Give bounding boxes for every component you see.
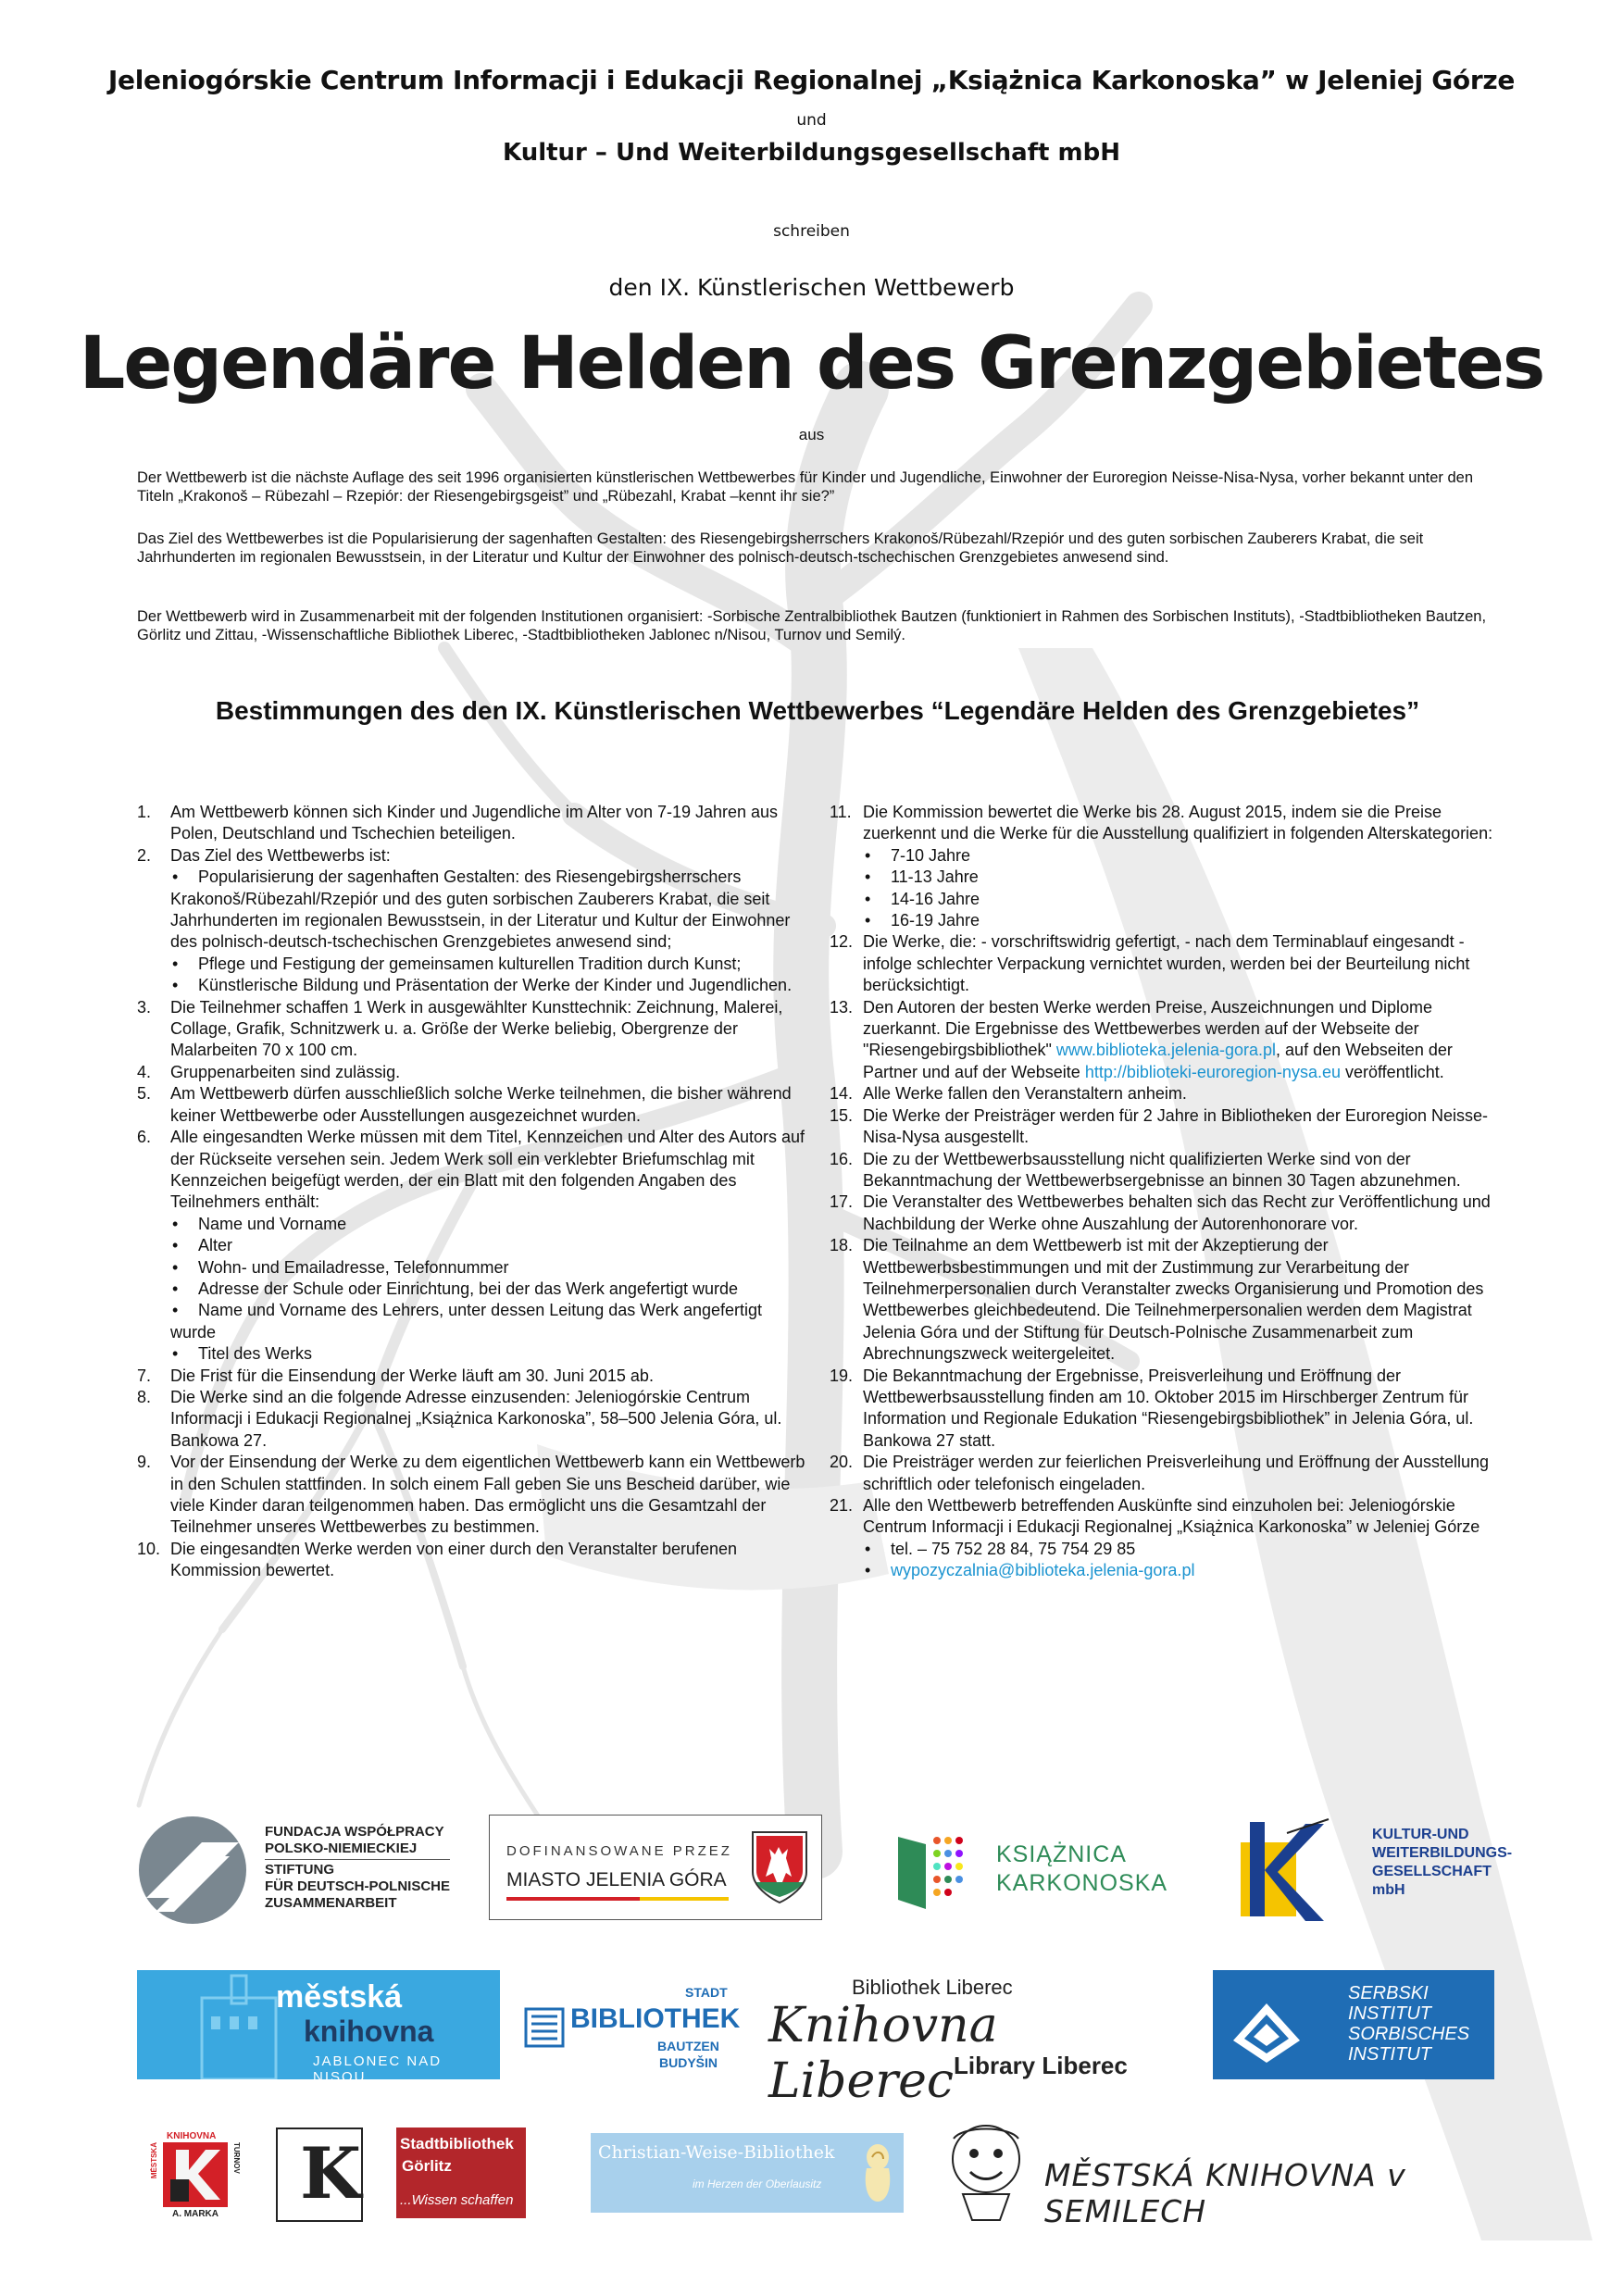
logo-christian-weise-bibliothek: [591, 2133, 904, 2213]
logo-knihovna-liberec: [759, 1972, 1167, 2109]
liberec-line-2: Knihovna Liberec: [768, 1998, 998, 2109]
kultur-line-2: WEITERBILDUNGS-: [1372, 1845, 1513, 1861]
competition-title: Legendäre Helden des Grenzgebietes: [79, 322, 1544, 406]
rule-text: Am Wettbewerb können sich Kinder und Jugendliche im Alter von 7-19 Jahren aus Polen, Deutschland und Tschechien beteiligen.: [170, 803, 779, 843]
euroregion-link[interactable]: http://biblioteki-euroregion-nysa.eu: [1084, 1062, 1341, 1081]
bullet-text: Adresse der Schule oder Einrichtung, bei der das Werk angefertigt wurde: [198, 1279, 738, 1298]
bautzen-line-3: BAUTZEN: [657, 2039, 719, 2053]
kultur-line-3: GESELLSCHAFT mbH: [1372, 1864, 1492, 1898]
goerlitz-line-1: Stadtbibliothek: [400, 2135, 514, 2152]
semily-character-icon: [944, 2120, 1028, 2222]
logo-stadtbibliothek-goerlitz: [396, 2128, 526, 2218]
rule-number: 15.: [830, 1105, 854, 1125]
jelenia-gora-coat-of-arms-icon: [751, 1830, 808, 1904]
list-item: • 11-13 Jahre: [865, 867, 979, 887]
rule-text: Die zu der Wettbewerbsausstellung nicht qualifizierten Werke sind von der Bekanntmachung der Wettbewerbsergebnisse an binnen 30 Tagen abzunehmen.: [863, 1149, 1461, 1190]
rule-number: 7.: [137, 1366, 152, 1385]
rule-2: [137, 845, 805, 997]
fundacja-line-3: STIFTUNG: [265, 1862, 334, 1878]
serbski-emblem-icon: [1226, 1985, 1307, 2066]
ksiaznica-line-1: KSIĄŻNICA: [996, 1841, 1127, 1867]
rule-16: [830, 1149, 1500, 1192]
kultur-k-emblem-icon: [1231, 1815, 1333, 1926]
rule-text: Am Wettbewerb dürfen ausschließlich solche Werke teilnehmen, die bisher während keiner Wettbewerbe oder Ausstellungen ausgezeichnet wurden.: [170, 1084, 792, 1125]
list-item: • Adresse der Schule oder Einrichtung, bei der das Werk angefertigt wurde: [172, 1279, 738, 1298]
rule-text: Die Frist für die Einsendung der Werke läuft am 30. Juni 2015 ab.: [170, 1366, 654, 1385]
rule-text: Gruppenarbeiten sind zulässig.: [170, 1062, 401, 1081]
rule-text: veröffentlicht.: [1340, 1062, 1444, 1081]
intro-p2-text: Das Ziel des Wettbewerbes ist die Popularisierung der sagenhaften Gestalten: des Riesengebirgsherrschers Krakonoš/Rübezahl/Rzepiór und des guten sorbischen Zauberers Krabat, die seit Jahrhunderten im regionalen Bewusstsein, in der Literatur und Kultur der Einwohner des polnisch-deutsch-tschechischen Grenzgebietes anwesend sind.: [137, 530, 1424, 566]
weise-line-1: Christian-Weise-Bibliothek: [598, 2142, 835, 2163]
competition-pretitle: den IX. Künstlerischen Wettbewerb: [608, 274, 1015, 301]
schreiben-text: schreiben: [773, 222, 850, 241]
bullet-text: Wohn- und Emailadresse, Telefonnummer: [198, 1257, 509, 1277]
rule-text: Die Bekanntmachung der Ergebnisse, Preisverleihung und Eröffnung der Wettbewerbsausstellung finden am 10. Oktober 2015 im Hirschberger Zentrum für Information und Regionale Edukation “Riesengebirgsbibliothek” in Jelenia Góra, ul. Bankowa 27 statt.: [863, 1366, 1474, 1450]
rule-6: [137, 1127, 805, 1365]
list-item: • Pflege und Festigung der gemeinsamen kulturellen Tradition durch Kunst;: [172, 954, 742, 973]
intro-paragraph-1: [137, 468, 1498, 505]
list-item: • Alter: [172, 1236, 233, 1255]
serbski-line-2: INSTITUT: [1348, 2003, 1431, 2024]
rule-5: [137, 1083, 805, 1127]
rule-number: 21.: [830, 1496, 854, 1515]
rule-21: [830, 1495, 1500, 1582]
conjunction-und: und: [796, 111, 827, 130]
zittau-k-letter: K: [300, 2132, 362, 2215]
logo-kultur-weiterbildung: [1231, 1815, 1513, 1926]
rule-text: Den Autoren der besten Werke werden Preise, Auszeichnungen und Diplome zuerkannt. Die Ergebnisse des Wettbewerbes werden auf der Webseite der "Riesengebirgsbibliothek": [863, 997, 1433, 1060]
bullet-text: Name und Vorname: [198, 1214, 347, 1233]
miasto-bottom: MIASTO JELENIA GÓRA: [506, 1869, 727, 1890]
rule-number: 9.: [137, 1453, 152, 1472]
list-item: • tel. – 75 752 28 84, 75 754 29 85: [865, 1539, 1136, 1558]
list-item: • Popularisierung der sagenhaften Gestalten: des Riesengebirgsherrschers Krakonoš/Rübezahl/Rzepiór und des guten sorbischen Zauberers Krabat, die seit Jahrhunderten im regionalen Bewusstsein, in der Literatur und Kultur der Einwohner des polnisch-deutsch-tschechischen Grenzgebietes anwesend sind;: [170, 867, 791, 952]
rule-number: 8.: [137, 1387, 152, 1406]
logo-stadtbibliothek-bautzen: [518, 1970, 741, 2079]
rule-number: 19.: [830, 1366, 854, 1385]
rule-number: 4.: [137, 1062, 152, 1081]
rules-left-column: [137, 802, 805, 1582]
bullet-text: Künstlerische Bildung und Präsentation der Werke der Kinder und Jugendlichen.: [198, 976, 793, 995]
rule-number: 14.: [830, 1084, 854, 1104]
fundacja-line-5: ZUSAMMENARBEIT: [265, 1895, 397, 1911]
fundacja-line-4: FÜR DEUTSCH-POLNISCHE: [265, 1878, 451, 1894]
intro-p1-text: Der Wettbewerb ist die nächste Auflage des seit 1996 organisierten künstlerischen Wettbewerbes für Kinder und Jugendliche, Einwohner der Euroregion Neisse-Nisa-Nysa, vorher bekannt unter den Titeln „Krakonoš – Rübezahl – Rzepiór: der Riesengebirgsgeist” und „Rübezahl, Krabat –kennt ihr sie?”: [137, 469, 1474, 505]
organizer-2: Kultur – Und Weiterbildungsgesellschaft mbH: [503, 139, 1120, 167]
semily-text: MĚSTSKÁ KNIHOVNA v SEMILECH: [1044, 2157, 1406, 2229]
rule-number: 17.: [830, 1192, 854, 1212]
rule-9: [137, 1452, 805, 1539]
intro-p3-text: Der Wettbewerb wird in Zusammenarbeit mit der folgenden Institutionen organisiert: -Sorbische Zentralbibliothek Bautzen (funktioniert in Rahmen des Sorbischen Instituts), -Stadtbibliotheken Bautzen, Görlitz und Zittau, -Wissenschaftliche Bibliothek Liberec, -Stadtbibliotheken Jablonec n/Nisou, Turnov und Semilý.: [137, 608, 1487, 643]
rule-number: 5.: [137, 1084, 152, 1104]
bullet-text: Name und Vorname des Lehrers, unter dessen Leitung das Werk angefertigt wurde: [170, 1301, 763, 1341]
fundacja-emblem-icon: [137, 1815, 248, 1926]
fundacja-line-2: POLSKO-NIEMIECKIEJ: [265, 1841, 418, 1856]
list-item: • 16-19 Jahre: [865, 911, 980, 930]
rule-11: [830, 802, 1500, 931]
rule-text: Die Preisträger werden zur feierlichen Preisverleihung und Eröffnung der Ausstellung schriftlich oder telefonisch eingeladen.: [863, 1453, 1490, 1493]
bautzen-emblem-icon: [524, 2007, 565, 2048]
weise-figure-icon: [859, 2140, 896, 2205]
rule-text: Die Werke, die: - vorschriftswidrig gefertigt, - nach dem Terminablauf eingesandt - infolge schlechter Verpackung vernichtet wurden, werden bei der Beurteilung nicht berücksichtigt.: [863, 932, 1470, 995]
rule-text: Alle eingesandten Werke müssen mit dem Titel, Kennzeichen und Alter des Autors auf der Rückseite versehen sein. Jedem Werk soll ein verklebter Briefumschlag mit Kennzeichen beigefügt werden, der ein Blatt mit den folgenden Angaben des Teilnehmers enthält:: [170, 1128, 805, 1212]
rule-7: [137, 1366, 805, 1387]
rule-14: [830, 1083, 1500, 1104]
list-item: • Name und Vorname: [172, 1214, 347, 1233]
rule-12: [830, 931, 1500, 996]
rule-18: [830, 1235, 1500, 1365]
logo-serbski-institut: [1213, 1970, 1494, 2079]
jablonec-line-3: JABLONEC NAD NISOU: [313, 2053, 443, 2085]
list-item: • Wohn- und Emailadresse, Telefonnummer: [172, 1257, 509, 1277]
bullet-text: Pflege und Festigung der gemeinsamen kulturellen Tradition durch Kunst;: [198, 954, 742, 973]
rule-4: [137, 1062, 805, 1083]
rules-heading: Bestimmungen des den IX. Künstlerischen Wettbewerbes “Legendäre Helden des Grenzgebietes”: [215, 696, 1420, 725]
logo-jablonec-knihovna: [137, 1970, 500, 2085]
serbski-line-4: INSTITUT: [1348, 2044, 1431, 2065]
rule-number: 13.: [830, 997, 854, 1017]
miasto-top: DOFINANSOWANE PRZEZ: [506, 1843, 732, 1859]
bautzen-line-2: BIBLIOTHEK: [570, 2003, 741, 2034]
kultur-line-1: KULTUR-UND: [1372, 1827, 1469, 1842]
turnov-k-icon: [163, 2142, 228, 2207]
rule-19: [830, 1366, 1500, 1453]
goerlitz-line-3: ...Wissen schaffen: [400, 2192, 514, 2208]
ksiaznica-line-2: KARKONOSKA: [996, 1870, 1168, 1896]
rule-number: 20.: [830, 1453, 854, 1472]
list-item: • Name und Vorname des Lehrers, unter dessen Leitung das Werk angefertigt wurde: [170, 1301, 763, 1341]
ksiaznica-book-icon: [894, 1828, 968, 1911]
rule-text: Alle Werke fallen den Veranstaltern anheim.: [863, 1084, 1187, 1104]
bullet-text: Alter: [198, 1236, 233, 1255]
rule-number: 6.: [137, 1128, 152, 1147]
bautzen-line-4: BUDYŠIN: [659, 2055, 718, 2070]
list-item: • 7-10 Jahre: [865, 845, 971, 865]
bullet-text: 7-10 Jahre: [891, 845, 971, 865]
rule-text: Die Kommission bewertet die Werke bis 28. August 2015, indem sie die Preise zuerkennt und die Werke für die Ausstellung qualifiziert in folgenden Alterskategorien:: [863, 803, 1493, 843]
rule-15: [830, 1105, 1500, 1149]
bullet-text: Popularisierung der sagenhaften Gestalten: des Riesengebirgsherrschers Krakonoš/Rübezahl/Rzepiór und des guten sorbischen Zauberers Krabat, die seit Jahrhunderten im regionalen Bewusstsein, in der Literatur und Kultur der Einwohner des polnisch-deutsch-tschechischen Grenzgebietes anwesend sind;: [170, 867, 791, 952]
rule-13: [830, 997, 1500, 1084]
fundacja-line-1: FUNDACJA WSPÓŁPRACY: [265, 1824, 444, 1840]
turnov-side-right: TURNOV: [232, 2142, 241, 2174]
contact-phone: tel. – 75 752 28 84, 75 754 29 85: [891, 1539, 1136, 1558]
serbski-line-3: SORBISCHES: [1348, 2024, 1470, 2044]
rule-text: Vor der Einsendung der Werke zu dem eigentlichen Wettbewerb kann ein Wettbewerb in den Schulen stattfinden. In solch einem Fall geben Sie uns Bescheid darüber, wie viele Kinder daran teilgenommen haben. Das ermöglicht uns die Gesamtzahl der Teilnehmer unseres Wettbewerbes zu bestimmen.: [170, 1453, 805, 1537]
aus-text: aus: [798, 426, 825, 443]
bullet-text: 11-13 Jahre: [891, 867, 979, 887]
logo-mestska-knihovna-semily: [944, 2120, 1500, 2231]
bullet-text: Titel des Werks: [198, 1344, 313, 1364]
rule-number: 10.: [137, 1539, 161, 1558]
rule-20: [830, 1452, 1500, 1495]
organizer-1: Jeleniogórskie Centrum Informacji i Edukacji Regionalnej „Książnica Karkonoska” w Jeleniej Górze: [107, 65, 1516, 95]
intro-paragraph-2: [137, 530, 1498, 567]
rule-text: , auf den Webseiten der Partner und auf der Webseite: [863, 1041, 1453, 1081]
turnov-bottom: A. MARKA: [172, 2209, 218, 2219]
bautzen-line-1: STADT: [685, 1985, 728, 2000]
rule-number: 3.: [137, 997, 152, 1017]
rule-text: Die Veranstalter des Wettbewerbes behalten sich das Recht zur Veröffentlichung und Nachbildung der Werke ohne Auszahlung der Autorenhonorare vor.: [863, 1192, 1491, 1233]
rule-number: 12.: [830, 932, 854, 952]
rule-text: Die Teilnehmer schaffen 1 Werk in ausgewählter Kunsttechnik: Zeichnung, Malerei, Collage, Grafik, Schnitzwerk u. a. Größe der Werke beliebig, Obergrenze der Malarbeiten 70 x 100 cm.: [170, 997, 783, 1060]
liberec-line-1: Bibliothek Liberec: [852, 1976, 1013, 1999]
turnov-top: KNIHOVNA: [167, 2131, 217, 2141]
goerlitz-line-2: Görlitz: [402, 2157, 452, 2175]
jablonec-line-2: knihovna: [304, 2015, 434, 2048]
biblioteka-link[interactable]: www.biblioteka.jelenia-gora.pl: [1055, 1041, 1277, 1060]
contact-email-link[interactable]: wypozyczalnia@biblioteka.jelenia-gora.pl: [891, 1561, 1195, 1580]
logo-stadtbibliothek-zittau: [276, 2128, 363, 2222]
rule-text: Alle den Wettbewerb betreffenden Auskünfte sind einzuholen bei: Jeleniogórskie Centrum Informacji i Edukacji Regionalnej „Książnica Karkonoska” w Jeleniej Górze: [863, 1496, 1480, 1537]
rule-number: 2.: [137, 845, 152, 865]
serbski-line-1: SERBSKI: [1348, 1983, 1429, 2003]
rule-17: [830, 1192, 1500, 1235]
rule-text: Die eingesandten Werke werden von einer durch den Veranstalter berufenen Kommission bewertet.: [170, 1539, 738, 1580]
rule-text: Die Werke sind an die folgende Adresse einzusenden: Jeleniogórskie Centrum Informacji i Edukacji Regionalnej „Książnica Karkonoska”, 58–500 Jelenia Góra, ul. Bankowa 27.: [170, 1387, 782, 1450]
intro-paragraph-3: [137, 607, 1498, 644]
rule-text: Die Werke der Preisträger werden für 2 Jahre in Bibliotheken der Euroregion Neisse-Nisa-Nysa ausgestellt.: [863, 1105, 1488, 1147]
logo-fundacja: [137, 1815, 470, 1926]
jablonec-line-1: městská: [276, 1979, 403, 2015]
rule-text: Die Teilnahme an dem Wettbewerb ist mit der Akzeptierung der Wettbewerbsbestimmungen und mit der Zustimmung zur Verarbeitung der Teilnehmerpersonalien durch Veranstalter zwecks Organisierung und Promotion des Wettbewerbes gleichbedeutend. Die Teilnehmerpersonalien werden dem Magistrat Jelenia Góra und der Stiftung für Deutsch-Polnische Zusammenarbeit zum Abrechnungszweck weitergeleitet.: [863, 1236, 1484, 1364]
logo-miasto-jelenia-gora: [489, 1815, 822, 1920]
logo-ksiaznica-karkonoska: [894, 1828, 1191, 1920]
list-item: • Titel des Werks: [172, 1344, 313, 1364]
turnov-side-left: MĚSTSKÁ: [150, 2142, 158, 2179]
list-item: • wypozyczalnia@biblioteka.jelenia-gora.pl: [865, 1561, 1195, 1580]
rule-1: [137, 802, 805, 845]
liberec-line-3: Library Liberec: [954, 2052, 1128, 2079]
weise-line-2: im Herzen der Oberlausitz: [693, 2177, 822, 2190]
list-item: • Künstlerische Bildung und Präsentation der Werke der Kinder und Jugendlichen.: [172, 976, 793, 995]
rule-number: 18.: [830, 1236, 854, 1255]
rule-text: Das Ziel des Wettbewerbs ist:: [170, 845, 391, 865]
rule-number: 16.: [830, 1149, 854, 1168]
rules-right-column: [830, 802, 1500, 1582]
logo-knihovna-turnov: [148, 2131, 241, 2220]
rule-8: [137, 1387, 805, 1452]
rule-number: 1.: [137, 803, 152, 821]
rule-number: 11.: [830, 803, 852, 821]
rule-3: [137, 997, 805, 1062]
bullet-text: 16-19 Jahre: [891, 911, 980, 930]
rule-10: [137, 1539, 805, 1582]
bullet-text: 14-16 Jahre: [891, 889, 980, 908]
list-item: • 14-16 Jahre: [865, 889, 980, 908]
